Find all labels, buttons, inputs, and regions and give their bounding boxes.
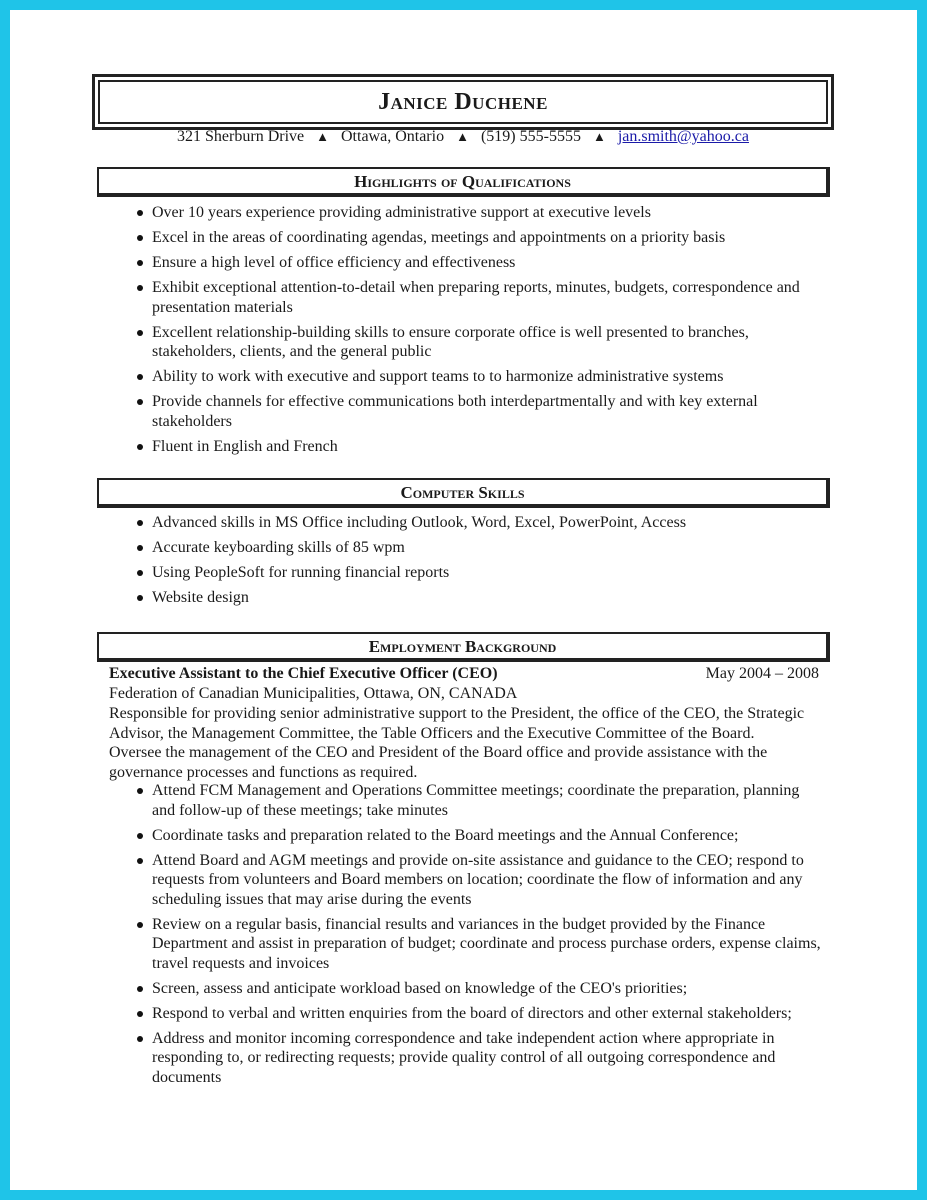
duties-list [152, 781, 824, 1093]
triangle-icon: ▲ [316, 129, 329, 144]
duty-item: Address and monitor incoming correspondence and take independent action where appropriate in responding to, or redirecting requests; provide quality control of all outgoing correspondence and documents [152, 1029, 824, 1088]
highlight-item: Provide channels for effective communications both interdepartmentally and with key external stakeholders [152, 392, 832, 431]
skill-item: Advanced skills in MS Office including Outlook, Word, Excel, PowerPoint, Access [152, 513, 832, 533]
job-title: Executive Assistant to the Chief Executive Officer (CEO) [109, 665, 498, 682]
contact-line [92, 128, 834, 146]
duty-item: Review on a regular basis, financial results and variances in the budget provided by the Finance Department and assist in preparation of budget; coordinate and process purchase orders, expense claims, travel requests and invoices [152, 915, 824, 974]
highlight-item: Excellent relationship-building skills to ensure corporate office is well presented to branches, stakeholders, clients, and the general public [152, 323, 832, 362]
address: 321 Sherburn Drive [177, 128, 305, 145]
highlight-item: Ability to work with executive and support teams to to harmonize administrative systems [152, 367, 832, 387]
email-link[interactable]: jan.smith@yahoo.ca [617, 128, 749, 145]
highlight-item: Excel in the areas of coordinating agendas, meetings and appointments on a priority basis [152, 228, 832, 248]
phone: (519) 555-5555 [480, 128, 581, 145]
highlights-list [152, 203, 832, 462]
triangle-icon: ▲ [456, 129, 469, 144]
triangle-icon: ▲ [592, 129, 606, 144]
computer-skills-heading: Computer Skills [97, 478, 830, 508]
name-box [92, 74, 834, 130]
duty-item: Attend Board and AGM meetings and provide on-site assistance and guidance to the CEO; respond to requests from volunteers and Board members on location; coordinate the flow of information and any scheduling issues that may arise during the events [152, 851, 824, 910]
job-dates: May 2004 – 2008 [705, 665, 819, 682]
highlight-item: Ensure a high level of office efficiency and effectiveness [152, 253, 832, 273]
highlight-item: Exhibit exceptional attention-to-detail when preparing reports, minutes, budgets, correspondence and presentation materials [152, 278, 832, 317]
skill-item: Website design [152, 588, 832, 608]
duty-item: Attend FCM Management and Operations Committee meetings; coordinate the preparation, planning and follow-up of these meetings; take minutes [152, 781, 824, 820]
candidate-name: Janice Duchene [378, 89, 548, 115]
duty-item: Coordinate tasks and preparation related to the Board meetings and the Annual Conference; [152, 826, 824, 846]
job-description: Responsible for providing senior administrative support to the President, the office of the CEO, the Strategic Advisor, the Management Committee, the Table Officers and the Executive Committee of the Board. Oversee the management of the CEO and President of the Board office and provide assistance with the governance processes and functions as required. [109, 705, 805, 781]
skill-item: Using PeopleSoft for running financial reports [152, 563, 832, 583]
computer-skills-list [152, 513, 832, 613]
employment-heading: Employment Background [97, 632, 830, 662]
duty-item: Screen, assess and anticipate workload based on knowledge of the CEO's priorities; [152, 979, 824, 999]
duty-item: Respond to verbal and written enquiries from the board of directors and other external stakeholders; [152, 1004, 824, 1024]
job-organization: Federation of Canadian Municipalities, Ottawa, ON, CANADA [109, 685, 518, 702]
highlight-item: Over 10 years experience providing administrative support at executive levels [152, 203, 832, 223]
city: Ottawa, Ontario [341, 128, 445, 145]
highlights-heading: Highlights of Qualifications [97, 167, 830, 197]
highlight-item: Fluent in English and French [152, 437, 832, 457]
skill-item: Accurate keyboarding skills of 85 wpm [152, 538, 832, 558]
